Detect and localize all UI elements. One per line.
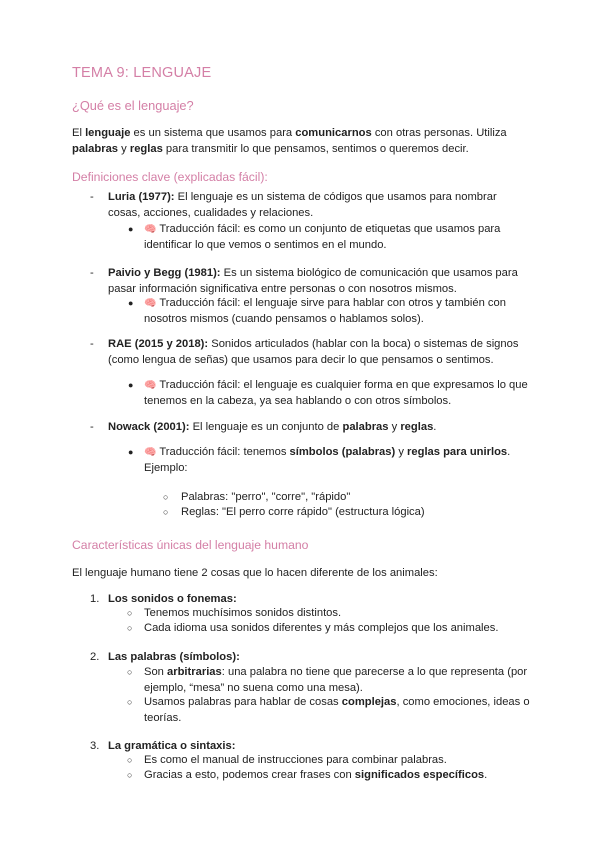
bullet-marker: ● — [128, 224, 134, 234]
circle-marker: ○ — [163, 492, 169, 502]
bullet-marker: ● — [128, 298, 134, 308]
definition-nowack: Nowack (2001): El lenguaje es un conjunto de palabras y reglas. — [108, 421, 437, 433]
example-rules: Reglas: "El perro corre rápido" (estructura lógica) — [181, 506, 425, 518]
definition-luria-easy: 🧠 Traducción fácil: es como un conjunto de etiquetas que usamos para identificar lo que vemos o sentimos en el mundo. — [144, 223, 501, 251]
brain-icon: 🧠 — [144, 447, 157, 458]
list-number: 1. — [90, 593, 100, 605]
intro-paragraph: El lenguaje es un sistema que usamos para comunicarnos con otras personas. Utiliza palabras y reglas para transmitir lo que pensamos, sentimos o queremos decir. — [72, 127, 507, 155]
brain-icon: 🧠 — [144, 224, 157, 235]
section-heading-what-is-language: ¿Qué es el lenguaje? — [72, 98, 194, 113]
item-grammar-label: La gramática o sintaxis: — [108, 740, 236, 752]
dash-marker: - — [90, 267, 94, 279]
circle-marker: ○ — [127, 770, 133, 780]
item-grammar-b: Gracias a esto, podemos crear frases con significados específicos. — [144, 769, 488, 781]
list-number: 2. — [90, 651, 100, 663]
characteristics-intro: El lenguaje humano tiene 2 cosas que lo hacen diferente de los animales: — [72, 567, 438, 579]
item-grammar-a: Es como el manual de instrucciones para combinar palabras. — [144, 754, 447, 766]
item-words-b: Usamos palabras para hablar de cosas complejas, como emociones, ideas o teorías. — [144, 696, 530, 724]
bullet-marker: ● — [128, 447, 134, 457]
example-label: Ejemplo: — [144, 462, 188, 474]
circle-marker: ○ — [163, 507, 169, 517]
definition-nowack-easy: 🧠 Traducción fácil: tenemos símbolos (palabras) y reglas para unirlos. — [144, 446, 511, 458]
dash-marker: - — [90, 421, 94, 433]
item-sounds-label: Los sonidos o fonemas: — [108, 593, 237, 605]
item-words-label: Las palabras (símbolos): — [108, 651, 240, 663]
definition-paivio-easy: 🧠 Traducción fácil: el lenguaje sirve para hablar con otros y también con nosotros mismos (cuando pensamos o hablamos solos). — [144, 297, 506, 325]
definition-rae-easy: 🧠 Traducción fácil: el lenguaje es cualquier forma en que expresamos lo que tenemos en la cabeza, ya sea hablando o con otros símbolos. — [144, 379, 528, 407]
page-title: TEMA 9: LENGUAJE — [72, 65, 212, 81]
dash-marker: - — [90, 338, 94, 350]
brain-icon: 🧠 — [144, 298, 157, 309]
definition-paivio: Paivio y Begg (1981): Es un sistema biológico de comunicación que usamos para pasar información significativa entre personas o con nosotros mismos. — [108, 267, 518, 295]
dash-marker: - — [90, 191, 94, 203]
circle-marker: ○ — [127, 755, 133, 765]
example-words: Palabras: "perro", "corre", "rápido" — [181, 491, 351, 503]
brain-icon: 🧠 — [144, 380, 157, 391]
definition-luria: Luria (1977): El lenguaje es un sistema de códigos que usamos para nombrar cosas, acciones, cualidades y relaciones. — [108, 191, 497, 219]
circle-marker: ○ — [127, 697, 133, 707]
list-number: 3. — [90, 740, 100, 752]
circle-marker: ○ — [127, 623, 133, 633]
circle-marker: ○ — [127, 608, 133, 618]
circle-marker: ○ — [127, 667, 133, 677]
section-heading-characteristics: Características únicas del lenguaje humano — [72, 538, 309, 552]
item-sounds-a: Tenemos muchísimos sonidos distintos. — [144, 607, 342, 619]
bullet-marker: ● — [128, 380, 134, 390]
definition-rae: RAE (2015 y 2018): Sonidos articulados (hablar con la boca) o sistemas de signos (como lengua de señas) que usamos para decir lo que pensamos o sentimos. — [108, 338, 519, 366]
item-sounds-b: Cada idioma usa sonidos diferentes y más complejos que los animales. — [144, 622, 499, 634]
item-words-a: Son arbitrarias: una palabra no tiene que parecerse a lo que representa (por ejemplo, “mesa” no suena como una mesa). — [144, 666, 528, 694]
section-heading-definitions: Definiciones clave (explicadas fácil): — [72, 170, 268, 184]
